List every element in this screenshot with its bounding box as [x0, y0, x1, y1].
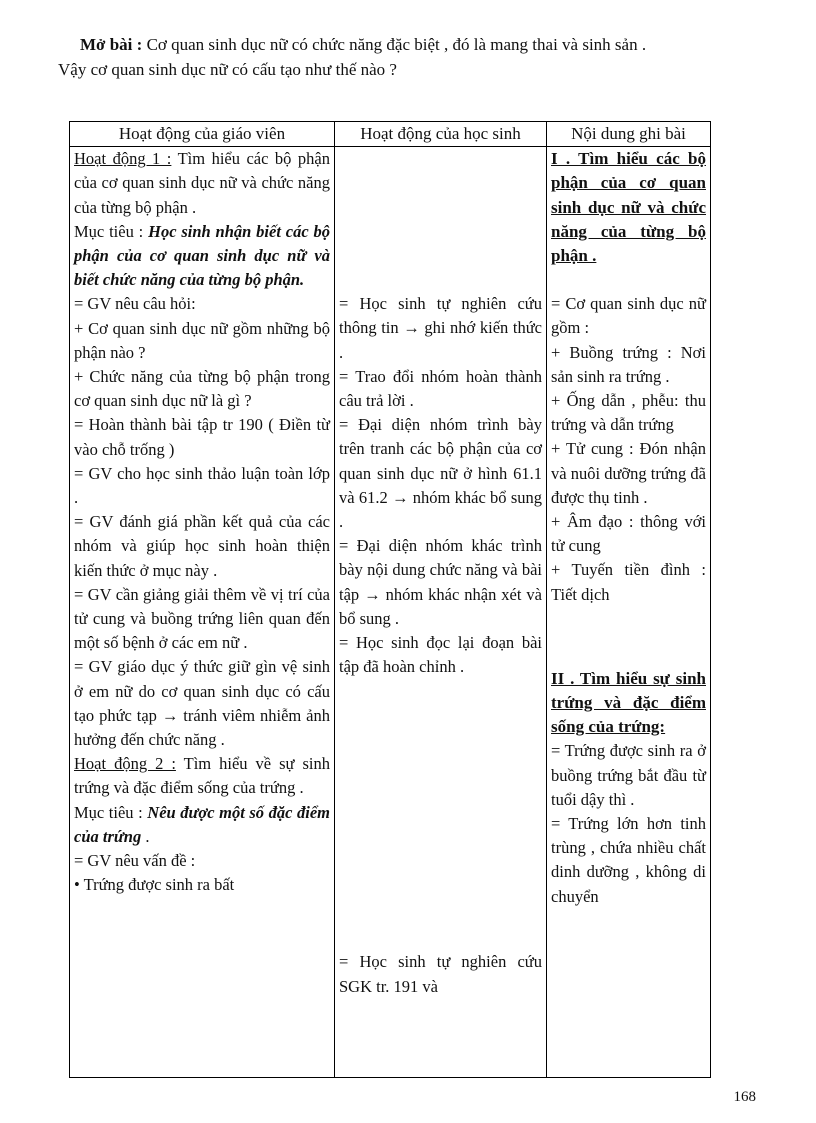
page-number: 168 [733, 1089, 756, 1105]
content-item: + Tuyến tiền đình : Tiết dịch [551, 560, 706, 604]
objective-1-label: Mục tiêu : [74, 221, 149, 241]
activity-2-text: Tìm hiểu về sự sinh trứng và đặc điểm sống của trứng . [74, 754, 330, 798]
student-item: = Học sinh tự nghiên cứu SGK tr. 191 và [339, 952, 542, 996]
teacher-item: = GV nêu câu hỏi: [74, 294, 196, 314]
intro-line-1-text: Cơ quan sinh dục nữ có chức năng đặc biệt , đó là mang thai và sinh sản . [142, 35, 647, 54]
header-student: Hoạt động của học sinh [335, 122, 547, 147]
activity-1-text: Tìm hiểu các bộ phận của cơ quan sinh dục nữ và chức năng của từng bộ phận . [74, 149, 330, 217]
content-item: = Trứng được sinh ra ở buồng trứng bắt đầu từ tuổi dậy thì . [551, 741, 706, 809]
student-item: = Trao đổi nhóm hoàn thành câu trả lời . [339, 366, 542, 411]
section-2-heading: II . Tìm hiểu sự sinh trứng và đặc điểm sống của trứng: [551, 668, 706, 737]
student-item: = Học sinh tự nghiên cứu thông tin → ghi nhớ kiến thức . [339, 294, 542, 362]
table-row [70, 147, 711, 1078]
content-item: + Ống dẫn , phễu: thu trứng và dẫn trứng [551, 391, 706, 435]
content-item: = Cơ quan sinh dục nữ gồm : [551, 294, 706, 338]
teacher-item: + Chức năng của từng bộ phận trong cơ quan sinh dục nữ là gì ? [74, 367, 330, 411]
activity-2 [74, 752, 330, 800]
section-1-heading: I . Tìm hiểu các bộ phận của cơ quan sinh dục nữ và chức năng của từng bộ phận . [551, 149, 706, 266]
intro-line-1 [58, 32, 778, 57]
activity-1-label: Hoạt động 1 : [74, 149, 172, 169]
content-cell [547, 147, 711, 1078]
teacher-item: • Trứng được sinh ra bất [74, 875, 235, 895]
teacher-item: = GV cho học sinh thảo luận toàn lớp . [74, 463, 330, 508]
objective-2-text: Nêu được một số đặc điểm của trứng [74, 802, 330, 846]
teacher-item: = GV giáo dục ý thức giữ gìn vệ sinh ở em nữ do cơ quan sinh dục có cấu tạo phức tạp → tránh viêm nhiễm ảnh hưởng đến chức năng . [74, 657, 330, 750]
teacher-item: = Hoàn thành bài tập tr 190 ( Điền từ vào chỗ trống ) [74, 415, 330, 459]
student-item: = Đại diện nhóm khác trình bày nội dung chức năng và bài tập → nhóm khác nhận xét và bổ sung . [339, 536, 542, 628]
objective-1-text: Học sinh nhận biết các bộ phận của cơ quan sinh dục nữ và biết chức năng của từng bộ phận. [74, 221, 331, 290]
intro [58, 32, 778, 82]
student-cell [335, 147, 547, 1078]
content-item: = Trứng lớn hơn tinh trùng , chứa nhiều chất dinh dưỡng , không di chuyển [551, 814, 706, 906]
content-item: + Âm đạo : thông với tử cung [551, 512, 706, 556]
lesson-table [69, 121, 711, 1078]
student-item: = Học sinh đọc lại đoạn bài tập đã hoàn chỉnh . [339, 633, 542, 677]
objective-2: Mục tiêu : Nêu được một số đặc điểm của trứng . [74, 802, 330, 846]
content-item: + Buồng trứng : Nơi sản sinh ra trứng . [551, 342, 706, 386]
activity-2-label: Hoạt động 2 : [74, 754, 176, 774]
objective-2-label: Mục tiêu : [74, 802, 148, 822]
intro-label: Mở bài : [80, 35, 143, 54]
content-item: + Tử cung : Đón nhận và nuôi dưỡng trứng đã được thụ tinh . [551, 439, 706, 507]
intro-line-2: Vậy cơ quan sinh dục nữ có cấu tạo như thế nào ? [58, 60, 397, 79]
header-content: Nội dung ghi bài [547, 122, 711, 147]
header-teacher: Hoạt động của giáo viên [70, 122, 335, 147]
teacher-cell [70, 147, 335, 1078]
teacher-item: + Cơ quan sinh dục nữ gồm những bộ phận nào ? [74, 318, 330, 362]
teacher-item: = GV cần giảng giải thêm về vị trí của tử cung và buồng trứng liên quan đến một số bệnh ở các em nữ . [74, 584, 330, 653]
teacher-item: = GV nêu vấn đề : [74, 851, 196, 871]
student-item: = Đại diện nhóm trình bày trên tranh các bộ phận của cơ quan sinh dục nữ ở hình 61.1 và 61.2 → nhóm khác bổ sung . [339, 415, 542, 532]
teacher-item: = GV đánh giá phần kết quả của các nhóm và giúp học sinh hoàn thiện kiến thức ở mục này . [74, 512, 330, 580]
activity-1 [74, 147, 330, 220]
objective-1 [74, 220, 330, 293]
table-header-row [70, 122, 711, 147]
